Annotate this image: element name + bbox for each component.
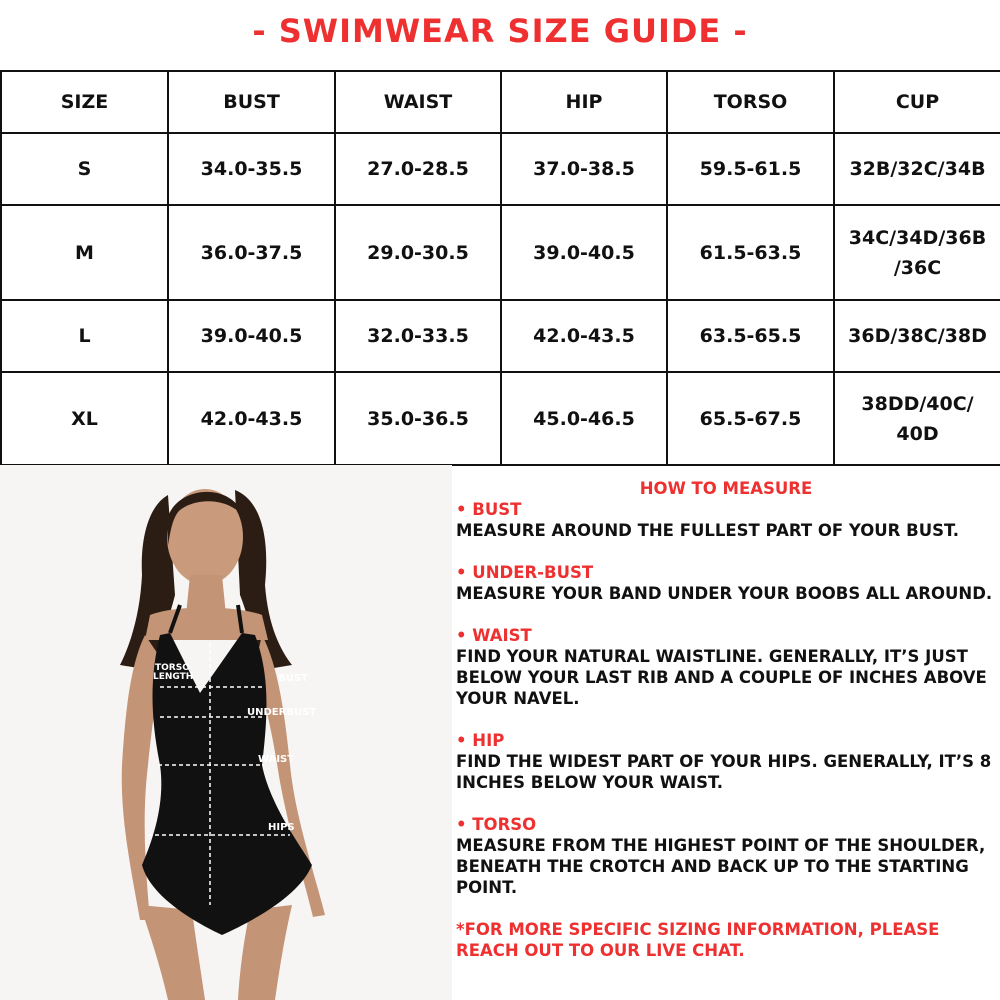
table-cell: 34.0-35.5 — [168, 133, 335, 205]
header-cell: CUP — [834, 71, 1000, 133]
how-to-measure-heading: HOW TO MEASURE — [639, 479, 813, 498]
header-cell: WAIST — [335, 71, 501, 133]
table-cell: 27.0-28.5 — [335, 133, 501, 205]
section-title: • HIP — [456, 731, 505, 750]
header-cell: HIP — [501, 71, 667, 133]
table-header-row — [1, 71, 1000, 133]
torso-label-line1: TORSO — [155, 663, 190, 673]
table-cell: 63.5-65.5 — [667, 300, 834, 372]
table-cell: L — [1, 300, 168, 372]
table-cell: 36.0-37.5 — [168, 205, 335, 300]
torso-label-line2: LENGTH — [153, 672, 194, 682]
table-cell: 39.0-40.5 — [168, 300, 335, 372]
table-cell: 59.5-61.5 — [667, 133, 834, 205]
measure-section-waist — [456, 625, 996, 709]
table-row — [1, 300, 1000, 372]
section-title: • TORSO — [456, 815, 537, 834]
page-title: - SWIMWEAR SIZE GUIDE - — [252, 12, 748, 50]
table-row — [1, 133, 1000, 205]
table-cell: 37.0-38.5 — [501, 133, 667, 205]
table-row — [1, 205, 1000, 300]
waist-label: WAIST — [258, 754, 295, 765]
table-cell: XL — [1, 372, 168, 465]
section-text: MEASURE YOUR BAND UNDER YOUR BOOBS ALL AROUND. — [456, 584, 993, 603]
table-cell: 35.0-36.5 — [335, 372, 501, 465]
table-cell: 42.0-43.5 — [501, 300, 667, 372]
table-cell: M — [1, 205, 168, 300]
table-cell: 29.0-30.5 — [335, 205, 501, 300]
model-figure — [0, 465, 452, 1000]
live-chat-note: *FOR MORE SPECIFIC SIZING INFORMATION, PLEASE REACH OUT TO OUR LIVE CHAT. — [456, 920, 940, 960]
header-cell: TORSO — [667, 71, 834, 133]
table-cell: 36D/38C/38D — [834, 300, 1000, 372]
table-cell: 39.0-40.5 — [501, 205, 667, 300]
section-text: MEASURE AROUND THE FULLEST PART OF YOUR BUST. — [456, 521, 960, 540]
model-illustration — [0, 465, 452, 1000]
measure-section-hip — [456, 730, 996, 793]
section-text: FIND THE WIDEST PART OF YOUR HIPS. GENERALLY, IT’S 8 INCHES BELOW YOUR WAIST. — [456, 752, 992, 792]
header-cell: BUST — [168, 71, 335, 133]
table-cell: S — [1, 133, 168, 205]
measure-section-underbust — [456, 562, 996, 604]
section-title: • WAIST — [456, 626, 532, 645]
table-cell: 42.0-43.5 — [168, 372, 335, 465]
table-cell: 38DD/40C/ 40D — [834, 372, 1000, 465]
measure-section-bust — [456, 499, 996, 541]
table-cell: 61.5-63.5 — [667, 205, 834, 300]
how-to-measure-panel — [456, 478, 996, 961]
section-text: FIND YOUR NATURAL WAISTLINE. GENERALLY, IT’S JUST BELOW YOUR LAST RIB AND A COUPLE OF INCHES ABOVE YOUR NAVEL. — [456, 647, 987, 708]
table-cell: 32B/32C/34B — [834, 133, 1000, 205]
table-cell: 32.0-33.5 — [335, 300, 501, 372]
size-table — [0, 70, 1000, 466]
section-title: • BUST — [456, 500, 522, 519]
measure-section-torso — [456, 814, 996, 898]
section-text: MEASURE FROM THE HIGHEST POINT OF THE SHOULDER, BENEATH THE CROTCH AND BACK UP TO THE STARTING POINT. — [456, 836, 986, 897]
underbust-label: UNDERBUST — [247, 707, 317, 718]
table-cell: 45.0-46.5 — [501, 372, 667, 465]
table-cell: 34C/34D/36B /36C — [834, 205, 1000, 300]
table-cell: 65.5-67.5 — [667, 372, 834, 465]
hips-label: HIPS — [268, 822, 295, 833]
header-cell: SIZE — [1, 71, 168, 133]
section-title: • UNDER-BUST — [456, 563, 594, 582]
table-row — [1, 372, 1000, 465]
bust-label: BUST — [278, 673, 308, 684]
